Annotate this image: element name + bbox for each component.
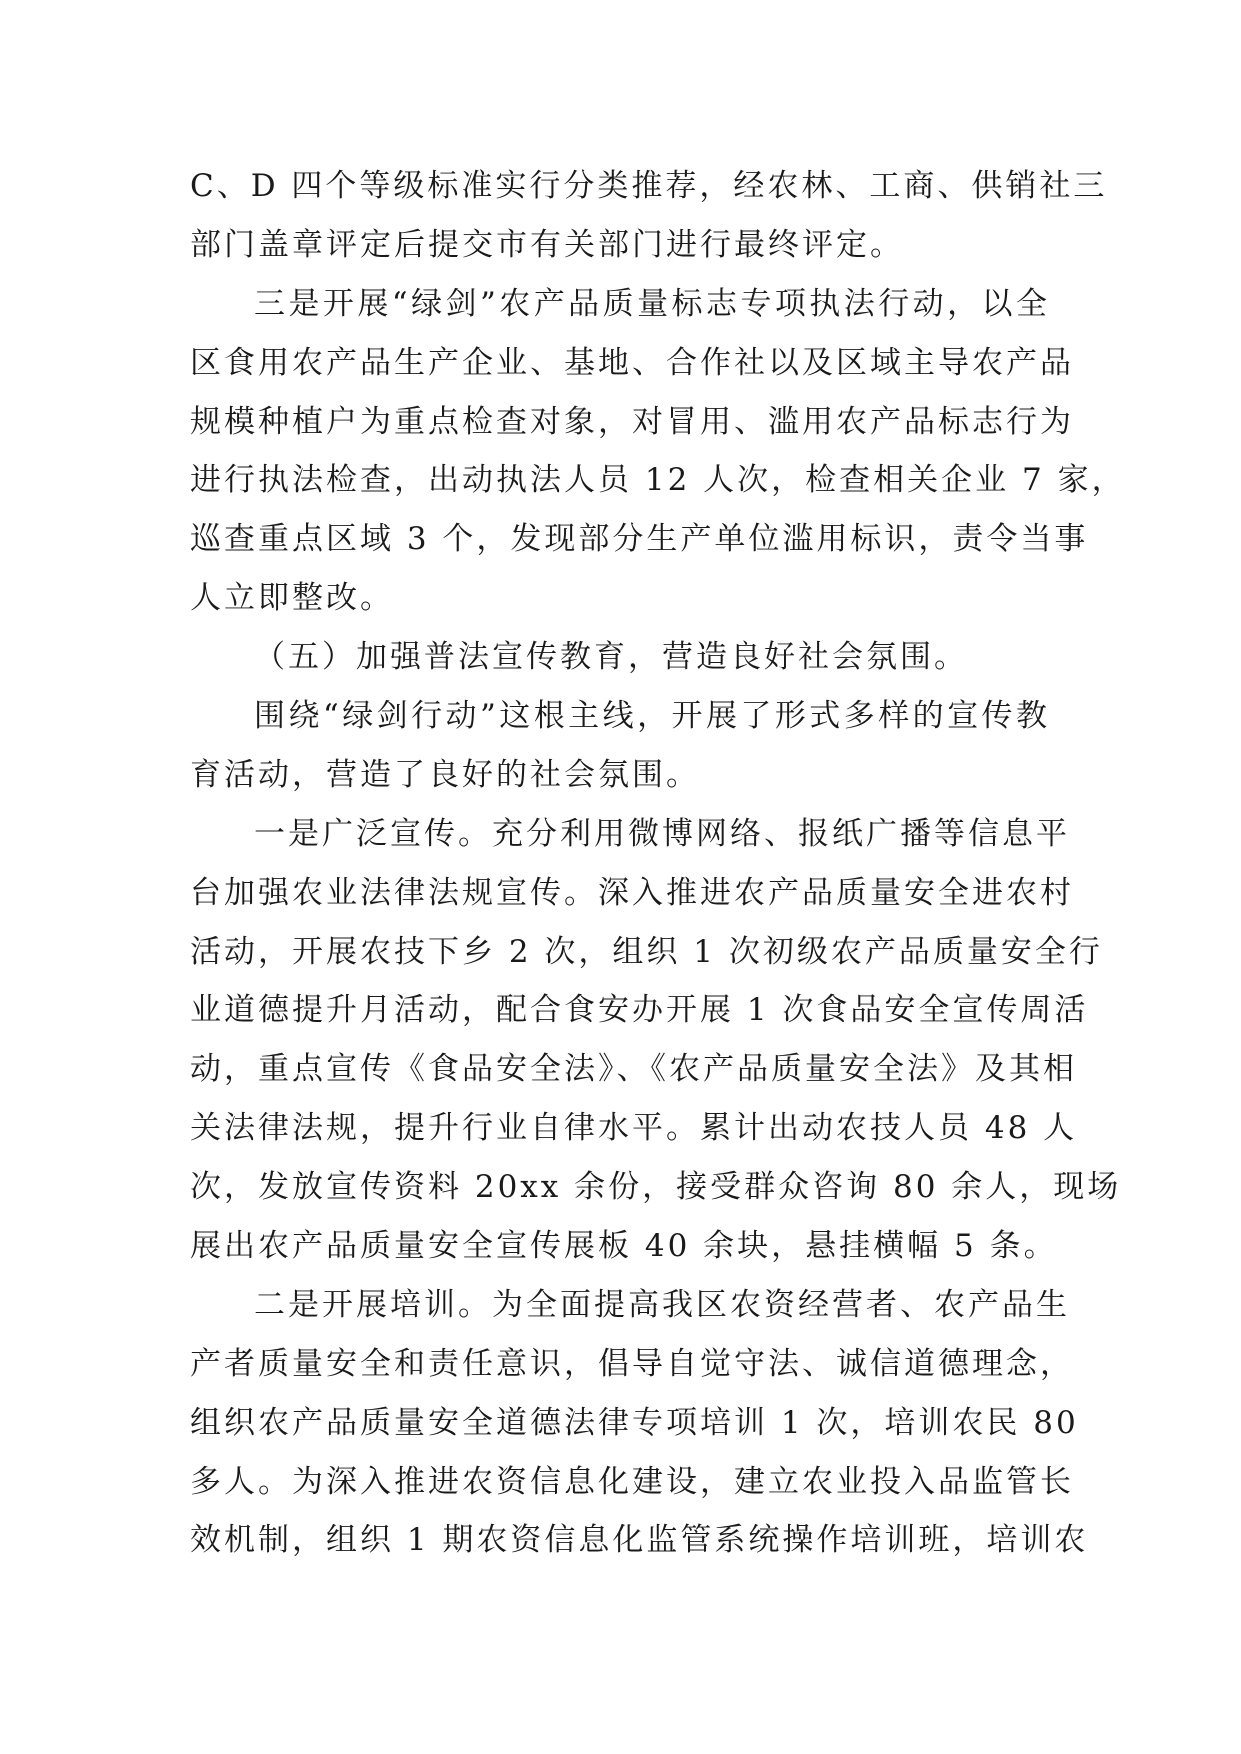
text-line: 效机制，组织 1 期农资信息化监管系统操作培训班，培训农 bbox=[190, 1522, 1089, 1559]
text-line: 次，发放宣传资料 20xx 余份，接受群众咨询 80 余人，现场 bbox=[190, 1169, 1122, 1206]
text-line: 台加强农业法律法规宣传。深入推进农产品质量安全进农村 bbox=[190, 874, 1074, 911]
section-heading: （五）加强普法宣传教育，营造良好社会氛围。 bbox=[254, 639, 968, 676]
text-line: 巡查重点区域 3 个，发现部分生产单位滥用标识，责令当事 bbox=[190, 521, 1089, 558]
text-line: 部门盖章评定后提交市有关部门进行最终评定。 bbox=[190, 226, 904, 263]
text-line: 展出农产品质量安全宣传展板 40 余块，悬挂横幅 5 条。 bbox=[190, 1228, 1058, 1265]
text-line: 关法律法规，提升行业自律水平。累计出动农技人员 48 人 bbox=[190, 1110, 1078, 1147]
text-line: 产者质量安全和责任意识，倡导自觉守法、诚信道德理念， bbox=[190, 1345, 1074, 1382]
text-line: 业道德提升月活动，配合食安办开展 1 次食品安全宣传周活 bbox=[190, 992, 1089, 1029]
paragraph-start-line: 一是广泛宣传。充分利用微博网络、报纸广播等信息平 bbox=[254, 815, 1070, 852]
paragraph-start-line: 围绕“绿剑行动”这根主线，开展了形式多样的宣传教 bbox=[254, 698, 1050, 735]
document-body bbox=[190, 157, 1126, 1570]
paragraph-start-line: 二是开展培训。为全面提高我区农资经营者、农产品生 bbox=[254, 1286, 1070, 1323]
text-line: 动，重点宣传《食品安全法》、《农产品质量安全法》及其相 bbox=[190, 1051, 1077, 1088]
text-line: 活动，开展农技下乡 2 次，组织 1 次初级农产品质量安全行 bbox=[190, 933, 1103, 970]
text-line: C、D 四个等级标准实行分类推荐，经农林、工商、供销社三 bbox=[190, 168, 1108, 204]
text-line: 进行执法检查，出动执法人员 12 人次，检查相关企业 7 家， bbox=[190, 462, 1126, 499]
text-line: 人立即整改。 bbox=[190, 580, 394, 617]
text-line: 育活动，营造了良好的社会氛围。 bbox=[190, 756, 700, 793]
text-line: 多人。为深入推进农资信息化建设，建立农业投入品监管长 bbox=[190, 1463, 1074, 1500]
text-line: 区食用农产品生产企业、基地、合作社以及区域主导农产品 bbox=[190, 344, 1074, 381]
text-line: 组织农产品质量安全道德法律专项培训 1 次，培训农民 80 bbox=[190, 1404, 1079, 1441]
paragraph-start-line: 三是开展“绿剑”农产品质量标志专项执法行动，以全 bbox=[254, 285, 1050, 322]
text-line: 规模种植户为重点检查对象，对冒用、滥用农产品标志行为 bbox=[190, 403, 1074, 440]
